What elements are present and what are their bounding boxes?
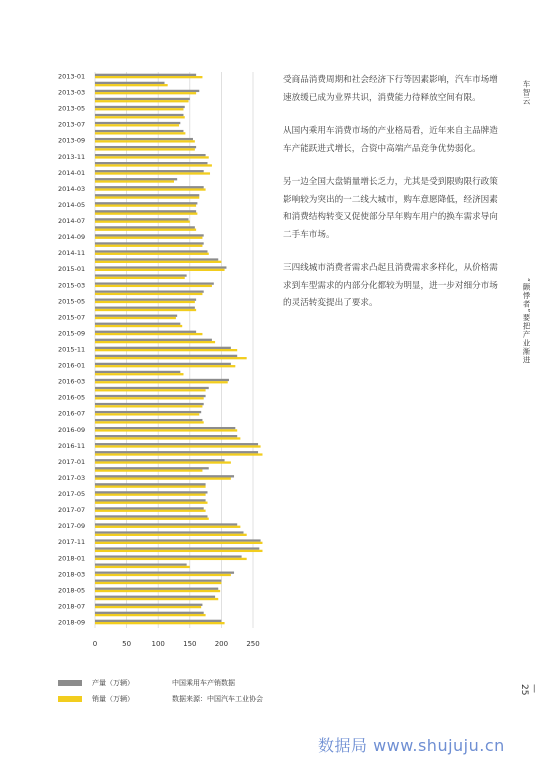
y-tick-label-2013-01: 2013-01 xyxy=(58,72,86,81)
bar-production-2015-10 xyxy=(95,339,212,341)
bar-production-2017-03 xyxy=(95,475,234,477)
bar-production-2014-01 xyxy=(95,170,204,172)
bar-production-2016-09 xyxy=(95,427,235,429)
bar-production-2017-02 xyxy=(95,467,209,469)
x-tick-label-100: 100 xyxy=(151,640,165,648)
bar-sales-2016-10 xyxy=(95,437,240,439)
bar-production-2015-01 xyxy=(95,266,226,268)
bar-production-2013-10 xyxy=(95,146,196,148)
bar-sales-2013-10 xyxy=(95,148,195,150)
bar-sales-2017-05 xyxy=(95,494,206,496)
bar-production-2017-09 xyxy=(95,523,237,525)
bar-production-2016-03 xyxy=(95,379,229,381)
y-tick-label-2014-09: 2014-09 xyxy=(58,233,86,242)
page-number: — 25 xyxy=(519,684,539,695)
y-axis-labels xyxy=(58,73,85,627)
bar-production-2014-02 xyxy=(95,178,177,180)
bar-production-2013-12 xyxy=(95,162,207,164)
bar-production-2016-07 xyxy=(95,411,201,413)
bar-production-2018-01 xyxy=(95,555,242,557)
bar-sales-2014-08 xyxy=(95,229,196,231)
bar-production-2014-08 xyxy=(95,226,195,228)
bar-sales-2018-08 xyxy=(95,614,206,616)
y-tick-label-2014-03: 2014-03 xyxy=(58,184,86,193)
y-tick-label-2015-09: 2015-09 xyxy=(58,329,86,338)
bar-production-2016-04 xyxy=(95,387,209,389)
x-tick-label-0: 0 xyxy=(92,640,98,648)
y-tick-label-2016-05: 2016-05 xyxy=(58,393,86,402)
bar-sales-2016-05 xyxy=(95,397,204,399)
y-tick-label-2017-01: 2017-01 xyxy=(58,457,86,466)
bar-sales-2013-06 xyxy=(95,116,185,118)
bar-production-2016-11 xyxy=(95,443,258,445)
article-paragraph-3: 另一边全国大盘销量增长乏力，尤其是受到限购限行政策影响较为突出的一二线大城市，购车意愿降低，经济因素和消费结构转变又促使部分早年购车用户的换车需求导向二手车市场。 xyxy=(283,177,498,240)
chart-bars xyxy=(95,74,262,625)
y-tick-label-2017-11: 2017-11 xyxy=(58,538,86,547)
y-tick-label-2014-05: 2014-05 xyxy=(58,200,86,209)
y-tick-label-2018-07: 2018-07 xyxy=(58,602,86,611)
bar-production-2018-05 xyxy=(95,588,218,590)
x-tick-label-200: 200 xyxy=(214,640,229,648)
bar-production-2016-10 xyxy=(95,435,237,437)
y-tick-label-2018-09: 2018-09 xyxy=(58,618,86,627)
bar-sales-2017-06 xyxy=(95,502,207,504)
bar-sales-2014-10 xyxy=(95,245,202,247)
y-tick-label-2014-01: 2014-01 xyxy=(58,168,86,177)
bar-sales-2014-06 xyxy=(95,213,197,215)
bar-sales-2015-02 xyxy=(95,277,185,279)
y-tick-label-2015-05: 2015-05 xyxy=(58,297,86,306)
bar-production-2014-06 xyxy=(95,210,196,212)
bar-production-2016-06 xyxy=(95,403,204,405)
bar-sales-2018-06 xyxy=(95,598,218,600)
bar-production-2013-02 xyxy=(95,82,165,84)
bar-production-2013-11 xyxy=(95,154,206,156)
bar-sales-2013-03 xyxy=(95,92,196,94)
bar-sales-2016-02 xyxy=(95,373,183,375)
bar-production-2014-04 xyxy=(95,194,199,196)
x-tick-label-150: 150 xyxy=(183,640,197,648)
bar-production-2015-08 xyxy=(95,323,180,325)
y-tick-label-2016-11: 2016-11 xyxy=(58,441,86,450)
bar-sales-2015-12 xyxy=(95,357,247,359)
y-tick-label-2013-11: 2013-11 xyxy=(58,152,86,161)
bar-sales-2016-11 xyxy=(95,445,261,447)
bar-sales-2018-04 xyxy=(95,582,221,584)
bar-sales-2013-01 xyxy=(95,76,202,78)
y-tick-label-2014-11: 2014-11 xyxy=(58,249,86,258)
bar-production-2013-07 xyxy=(95,122,180,124)
bar-sales-2013-09 xyxy=(95,140,195,142)
bar-sales-2014-02 xyxy=(95,180,174,182)
bar-production-2013-03 xyxy=(95,90,199,92)
legend-note-production: 中国乘用车产销数据 xyxy=(172,679,235,687)
y-tick-label-2015-07: 2015-07 xyxy=(58,313,86,322)
bar-sales-2016-01 xyxy=(95,365,235,367)
bar-sales-2015-11 xyxy=(95,349,237,351)
y-tick-label-2018-05: 2018-05 xyxy=(58,586,86,595)
bar-production-2018-07 xyxy=(95,604,202,606)
bar-production-2016-05 xyxy=(95,395,206,397)
watermark: 数据局 www.shujuju.cn xyxy=(318,736,505,755)
bar-sales-2017-02 xyxy=(95,469,202,471)
bar-sales-2013-07 xyxy=(95,124,179,126)
bar-production-2015-04 xyxy=(95,290,204,292)
bar-production-2018-04 xyxy=(95,580,221,582)
bar-sales-2015-01 xyxy=(95,269,225,271)
bar-sales-2017-08 xyxy=(95,518,209,520)
y-tick-label-2013-07: 2013-07 xyxy=(58,120,86,129)
bar-production-2013-09 xyxy=(95,138,193,140)
bar-production-2016-02 xyxy=(95,371,180,373)
bar-production-2013-06 xyxy=(95,114,183,116)
article-paragraph-4: 三四线城市消费者需求凸起且消费需求多样化，从价格需求到车型需求的内部分化都较为明显，进一步对细分市场的灵活转変提出了要求。 xyxy=(283,263,498,308)
bar-production-2015-11 xyxy=(95,347,231,349)
bar-production-2015-05 xyxy=(95,299,196,301)
bar-sales-2014-11 xyxy=(95,253,209,255)
bar-production-2014-03 xyxy=(95,186,204,188)
bar-production-2015-09 xyxy=(95,331,196,333)
bar-sales-2014-07 xyxy=(95,221,190,223)
y-tick-label-2017-07: 2017-07 xyxy=(58,506,86,515)
bar-sales-2013-11 xyxy=(95,156,209,158)
bar-production-2013-04 xyxy=(95,98,190,100)
bar-sales-2015-05 xyxy=(95,301,195,303)
bar-sales-2016-12 xyxy=(95,453,262,455)
bar-sales-2017-12 xyxy=(95,550,262,552)
y-tick-label-2017-09: 2017-09 xyxy=(58,522,86,531)
side-section-label: “颤悸者”要把产业渐进 xyxy=(522,278,531,365)
y-tick-label-2015-11: 2015-11 xyxy=(58,345,86,354)
bar-sales-2018-07 xyxy=(95,606,201,608)
x-tick-label-50: 50 xyxy=(122,640,132,648)
bar-sales-2016-09 xyxy=(95,429,237,431)
bar-production-2017-04 xyxy=(95,483,206,485)
bar-sales-2016-03 xyxy=(95,381,228,383)
bar-sales-2018-09 xyxy=(95,622,225,624)
bar-sales-2015-09 xyxy=(95,333,202,335)
bar-sales-2014-12 xyxy=(95,261,221,263)
y-tick-label-2013-05: 2013-05 xyxy=(58,104,86,113)
bar-sales-2013-08 xyxy=(95,132,185,134)
y-tick-label-2016-07: 2016-07 xyxy=(58,409,86,418)
bar-production-2014-07 xyxy=(95,218,189,220)
bar-sales-2013-05 xyxy=(95,108,183,110)
bar-production-2018-09 xyxy=(95,620,221,622)
y-tick-label-2015-01: 2015-01 xyxy=(58,265,86,274)
bar-sales-2016-04 xyxy=(95,389,206,391)
bar-sales-2016-06 xyxy=(95,405,202,407)
bar-sales-2014-01 xyxy=(95,172,210,174)
bar-sales-2014-05 xyxy=(95,204,196,206)
bar-sales-2018-01 xyxy=(95,558,247,560)
bar-production-2013-01 xyxy=(95,74,196,76)
bar-production-2017-06 xyxy=(95,499,206,501)
bar-production-2016-01 xyxy=(95,363,231,365)
article-paragraph-1: 受商品消费周期和社会经济下行等因素影响，汽车市场增速放缓已成为业界共识，消费能力待释放空间有限。 xyxy=(283,75,498,103)
bar-production-2015-07 xyxy=(95,315,177,317)
bar-sales-2017-10 xyxy=(95,534,247,536)
bar-production-2018-06 xyxy=(95,596,215,598)
legend-swatch-production xyxy=(58,680,82,686)
y-tick-label-2017-03: 2017-03 xyxy=(58,473,86,482)
legend-row-sales xyxy=(58,691,263,707)
bar-sales-2013-04 xyxy=(95,100,189,102)
x-tick-label-250: 250 xyxy=(246,640,260,648)
side-brand-label: 车智云 xyxy=(522,80,531,106)
bar-sales-2017-07 xyxy=(95,510,206,512)
bar-production-2013-08 xyxy=(95,130,183,132)
bar-production-2017-07 xyxy=(95,507,204,509)
bar-production-2017-05 xyxy=(95,491,207,493)
bar-production-2017-01 xyxy=(95,459,225,461)
article-body xyxy=(283,72,505,329)
bar-sales-2014-04 xyxy=(95,196,199,198)
legend-swatch-sales xyxy=(58,696,82,702)
bar-sales-2015-07 xyxy=(95,317,176,319)
bar-sales-2018-05 xyxy=(95,590,220,592)
legend-label-sales: 销量（万辆） xyxy=(92,695,134,703)
bar-production-2017-08 xyxy=(95,515,207,517)
y-tick-label-2018-01: 2018-01 xyxy=(58,554,86,563)
x-axis-labels xyxy=(93,640,260,648)
bar-production-2015-03 xyxy=(95,282,214,284)
legend-row-production xyxy=(58,675,263,691)
y-tick-label-2016-01: 2016-01 xyxy=(58,361,86,370)
article-paragraph-2: 从国内乘用车消费市场的产业格局看，近年来自主品牌造车产能跃进式增长，合资中高端产品竞争优势弱化。 xyxy=(283,126,498,154)
legend-label-production: 产量（万辆） xyxy=(92,679,134,687)
bar-sales-2018-02 xyxy=(95,566,190,568)
y-tick-label-2014-07: 2014-07 xyxy=(58,217,86,226)
bar-sales-2013-12 xyxy=(95,164,212,166)
bar-production-2018-08 xyxy=(95,612,204,614)
y-tick-label-2013-03: 2013-03 xyxy=(58,88,86,97)
bar-production-2013-05 xyxy=(95,106,185,108)
bar-production-2014-05 xyxy=(95,202,197,204)
bar-production-2015-12 xyxy=(95,355,237,357)
bar-production-2017-10 xyxy=(95,531,244,533)
bar-production-2014-10 xyxy=(95,242,204,244)
bar-production-2014-09 xyxy=(95,234,204,236)
bar-sales-2015-06 xyxy=(95,309,196,311)
y-tick-label-2017-05: 2017-05 xyxy=(58,490,86,499)
bar-sales-2017-11 xyxy=(95,542,262,544)
bar-sales-2014-09 xyxy=(95,237,202,239)
bar-production-2017-12 xyxy=(95,547,259,549)
bar-production-2018-02 xyxy=(95,563,187,565)
bar-sales-2014-03 xyxy=(95,188,206,190)
chart-legend xyxy=(58,675,263,707)
y-tick-label-2016-03: 2016-03 xyxy=(58,377,86,386)
bar-production-2016-12 xyxy=(95,451,258,453)
bar-sales-2017-01 xyxy=(95,461,231,463)
bar-sales-2016-07 xyxy=(95,413,199,415)
bar-production-2017-11 xyxy=(95,539,261,541)
bar-production-2018-03 xyxy=(95,572,234,574)
y-tick-label-2015-03: 2015-03 xyxy=(58,281,86,290)
bar-production-2016-08 xyxy=(95,419,202,421)
bar-sales-2017-04 xyxy=(95,486,206,488)
bar-sales-2017-09 xyxy=(95,526,240,528)
bar-production-2015-06 xyxy=(95,307,195,309)
bar-production-2014-12 xyxy=(95,258,218,260)
bar-sales-2016-08 xyxy=(95,421,204,423)
bar-production-2015-02 xyxy=(95,274,187,276)
bar-sales-2015-03 xyxy=(95,285,212,287)
bar-sales-2015-04 xyxy=(95,293,202,295)
bar-production-2014-11 xyxy=(95,250,207,252)
y-tick-label-2018-03: 2018-03 xyxy=(58,570,86,579)
bar-sales-2013-02 xyxy=(95,84,168,86)
bar-sales-2015-10 xyxy=(95,341,215,343)
bar-sales-2017-03 xyxy=(95,477,231,479)
bar-sales-2018-03 xyxy=(95,574,231,576)
y-tick-label-2016-09: 2016-09 xyxy=(58,425,86,434)
legend-note-sales: 数据来源：中国汽车工业协会 xyxy=(172,695,263,703)
bar-sales-2015-08 xyxy=(95,325,182,327)
y-tick-label-2013-09: 2013-09 xyxy=(58,136,86,145)
